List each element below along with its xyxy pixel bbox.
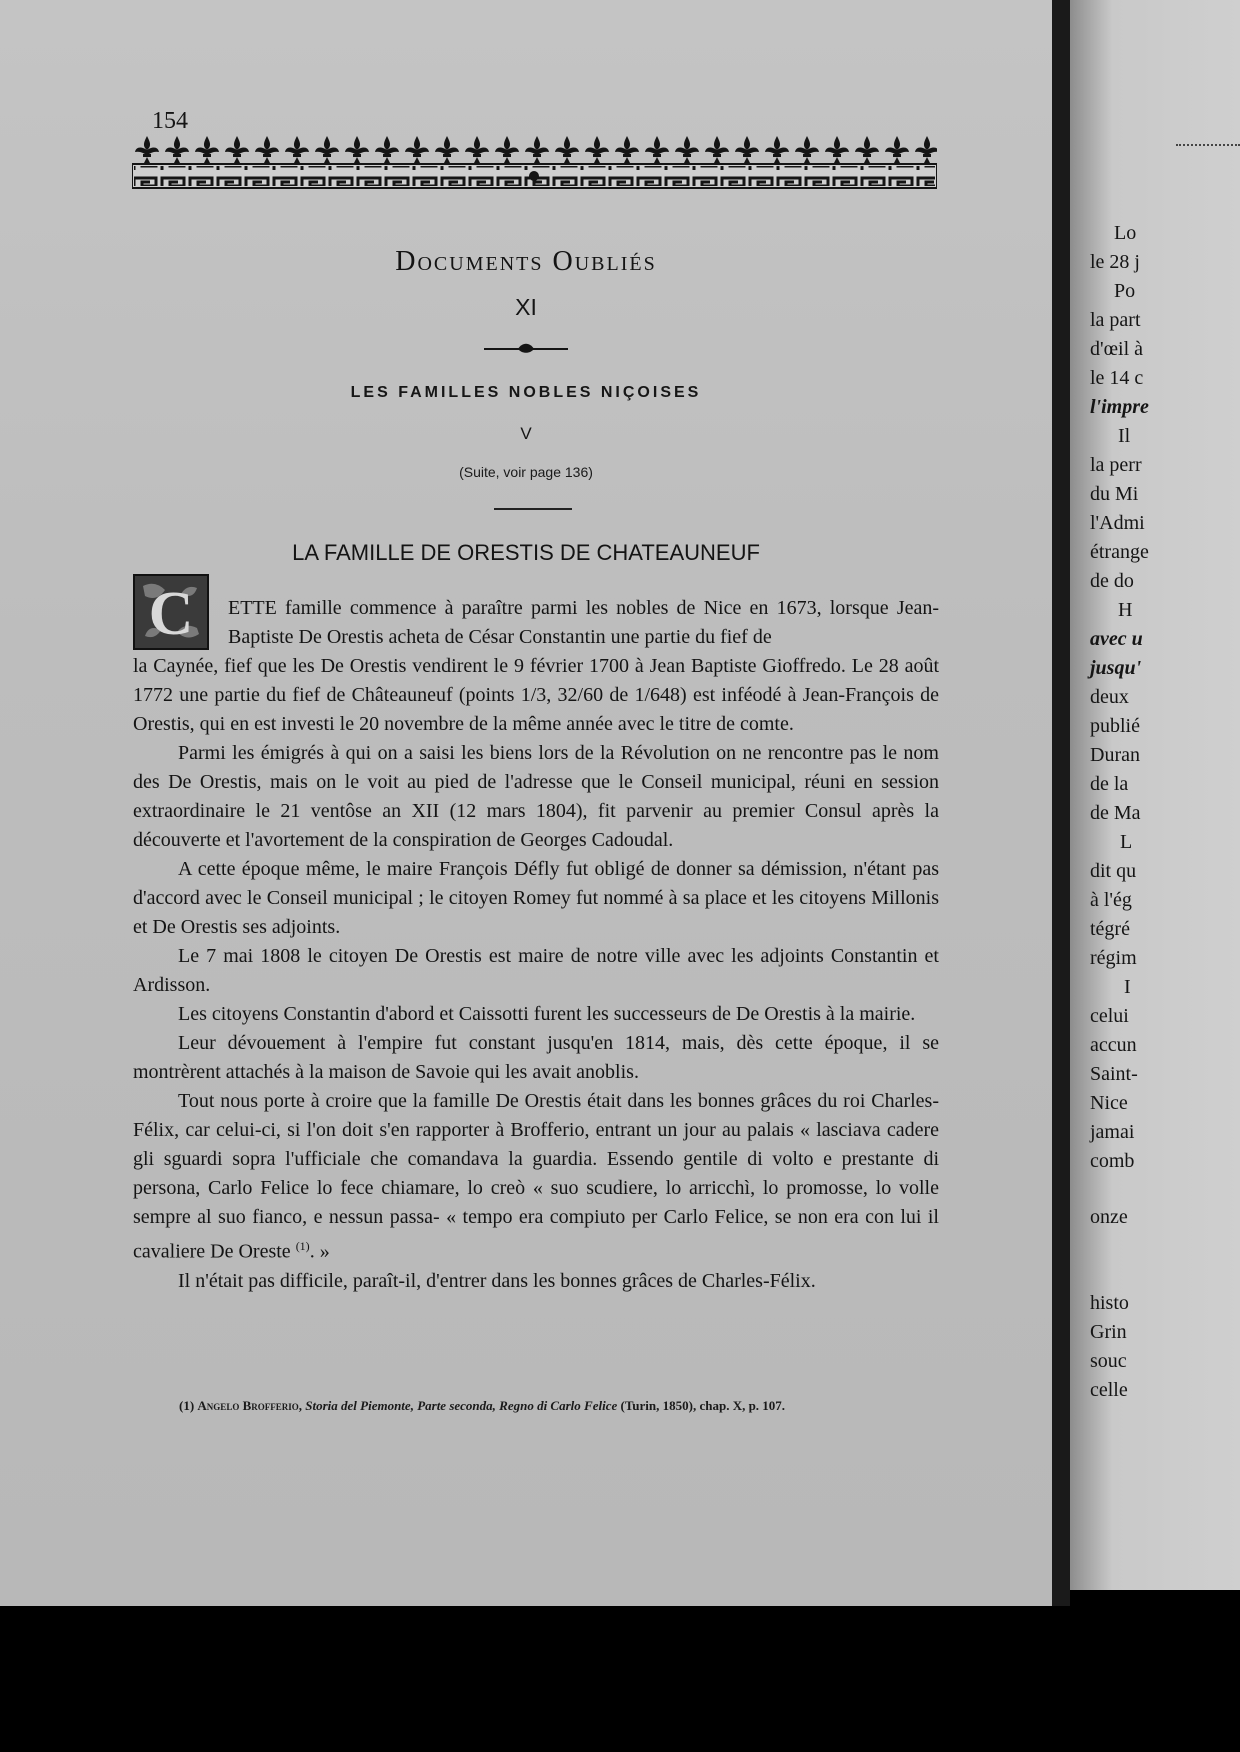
right-page-line: L bbox=[1120, 831, 1133, 853]
right-page-line: publié bbox=[1090, 715, 1140, 737]
footnote-reference[interactable]: (1) bbox=[295, 1239, 310, 1253]
right-page-line: de Ma bbox=[1090, 802, 1141, 824]
paragraph-7 bbox=[133, 1087, 939, 1267]
paragraph-8: Il n'était pas difficile, paraît-il, d'entrer dans les bonnes grâces de Charles-Félix. bbox=[178, 1269, 816, 1292]
right-page-line: de do bbox=[1090, 570, 1134, 592]
paragraph-7-end: . » bbox=[309, 1240, 330, 1263]
header-ornament bbox=[132, 134, 937, 190]
paragraph-4: Le 7 mai 1808 le citoyen De Orestis est maire de notre ville avec les adjoints Constantin et Ardisson. bbox=[133, 945, 939, 996]
right-page-line: onze bbox=[1090, 1206, 1128, 1228]
right-page-line: la perr bbox=[1090, 454, 1142, 476]
paragraph-7-text: Tout nous porte à croire que la famille De Orestis était dans les bonnes grâces du roi Charles-Félix, car celui-ci, si l'on doit s'en rapporter à Brofferio, entrant un jour au palais « lasciava cadere gli sguardi sopra l'ufficiale che comandava la guardia. Essendo gentile di volto e prestante di persona, Carlo Felice lo fece chiamare, lo creò « suo scudiere, lo arricchì, lo promosse, lo volle sempre al suo fianco, e nessun passa- « tempo era compiuto per Carlo Felice, se non era con lui il cavaliere De Oreste bbox=[133, 1090, 939, 1263]
subtitle: LES FAMILLES NOBLES NIÇOISES bbox=[350, 384, 702, 401]
right-page-line: Duran bbox=[1090, 744, 1140, 766]
page-number: 154 bbox=[152, 108, 188, 134]
right-page-line: jamai bbox=[1090, 1121, 1135, 1143]
right-page-line: Il bbox=[1118, 425, 1131, 447]
paragraph-3: A cette époque même, le maire François Défly fut obligé de donner sa démission, n'étant pas d'accord avec le Conseil municipal ; le citoyen Romey fut nommé à sa place et les citoyens Millonis et De Orestis ses adjoints. bbox=[133, 858, 939, 938]
right-page-line: I bbox=[1124, 976, 1131, 998]
right-page-line: du Mi bbox=[1090, 483, 1139, 505]
divider-rule bbox=[494, 508, 572, 510]
section-title: Documents Oubliés bbox=[395, 246, 657, 277]
right-page-line: étrange bbox=[1090, 541, 1149, 563]
right-page-line: l'Admi bbox=[1090, 512, 1145, 534]
right-page-line: Lo bbox=[1114, 222, 1137, 244]
chapter-title: LA FAMILLE DE ORESTIS DE CHATEAUNEUF bbox=[292, 540, 760, 565]
right-page bbox=[1070, 0, 1240, 1590]
footnote bbox=[179, 1398, 939, 1414]
right-page-line: l'impre bbox=[1090, 396, 1149, 418]
right-page-line: d'œil à bbox=[1090, 338, 1144, 360]
right-page-line: Po bbox=[1114, 280, 1136, 302]
right-page-line: Saint- bbox=[1090, 1063, 1138, 1085]
right-page-line: comb bbox=[1090, 1150, 1135, 1172]
right-page-line: à l'ég bbox=[1090, 889, 1132, 911]
right-page-line: accun bbox=[1090, 1034, 1137, 1056]
paragraph-1-start: ETTE bbox=[228, 597, 277, 619]
right-page-line: le 14 c bbox=[1090, 367, 1144, 389]
footnote-title: Storia del Piemonte, Parte seconda, Regno di Carlo Felice bbox=[305, 1398, 618, 1413]
paragraph-6: Leur dévouement à l'empire fut constant jusqu'en 1814, mais, dès cette époque, il se montrèrent attachés à la maison de Savoie qui les avait anoblis. bbox=[133, 1032, 939, 1083]
paragraph-1-line-1: famille commence à paraître parmi les nobles de Nice en 1673, lorsque bbox=[276, 597, 889, 619]
right-page-line: régim bbox=[1090, 947, 1137, 969]
drop-cap-letter: C bbox=[148, 580, 194, 648]
suite-note: (Suite, voir page 136) bbox=[459, 464, 593, 480]
right-page-line: dit qu bbox=[1090, 860, 1137, 882]
right-page-line: histo bbox=[1090, 1292, 1129, 1314]
paragraph-1-rest: la Caynée, fief que les De Orestis vendirent le 9 février 1700 à Jean Baptiste Gioffredo. Le 28 août 1772 une partie du fief de Châteauneuf (points 1/3, 32/60 de 1/648) est inféodé à Jean-François de Orestis, qui en est investi le 20 novembre de la même année avec le titre de comte. bbox=[133, 655, 939, 735]
right-page-line: tégré bbox=[1090, 918, 1130, 940]
right-page-line: le 28 j bbox=[1090, 251, 1140, 273]
right-page-line: H bbox=[1118, 599, 1133, 621]
small-ornament bbox=[480, 340, 572, 356]
right-page-line: avec u bbox=[1090, 628, 1143, 650]
footnote-marker: (1) bbox=[179, 1398, 195, 1413]
right-page-line: la part bbox=[1090, 309, 1141, 331]
right-page-line: de la bbox=[1090, 773, 1129, 795]
book-gutter bbox=[1052, 0, 1070, 1606]
article-body bbox=[133, 594, 939, 1296]
right-page-line: Nice bbox=[1090, 1092, 1128, 1114]
paragraph-1 bbox=[133, 594, 939, 739]
footnote-author: Angelo Brofferio, bbox=[197, 1398, 302, 1413]
paragraph-5: Les citoyens Constantin d'abord et Caissotti furent les successeurs de De Orestis à la mairie. bbox=[178, 1003, 916, 1025]
section-number: XI bbox=[515, 294, 537, 320]
footnote-details: (Turin, 1850), chap. X, p. 107. bbox=[620, 1398, 786, 1413]
part-number: V bbox=[520, 424, 532, 443]
right-page-line: souc bbox=[1090, 1350, 1127, 1372]
paragraph-1-line-2: Jean-Baptiste De Orestis acheta de César Constantin une partie du fief de bbox=[228, 597, 940, 648]
right-page-line: deux bbox=[1090, 686, 1129, 708]
right-page-line: celle bbox=[1090, 1379, 1128, 1401]
right-page-line: Grin bbox=[1090, 1321, 1127, 1343]
right-page-line: jusqu' bbox=[1090, 657, 1142, 679]
right-page-line: celui bbox=[1090, 1005, 1129, 1027]
right-page-lines bbox=[1070, 0, 1240, 1590]
paragraph-2: Parmi les émigrés à qui on a saisi les biens lors de la Révolution on ne rencontre pas le nom des De Orestis, mais on le voit au pied de l'adresse que le Conseil municipal, réuni en session extraordinaire le 21 ventôse an XII (12 mars 1804), fit parvenir au premier Consul après la découverte et l'avortement de la conspiration de Georges Cadoudal. bbox=[133, 742, 939, 851]
